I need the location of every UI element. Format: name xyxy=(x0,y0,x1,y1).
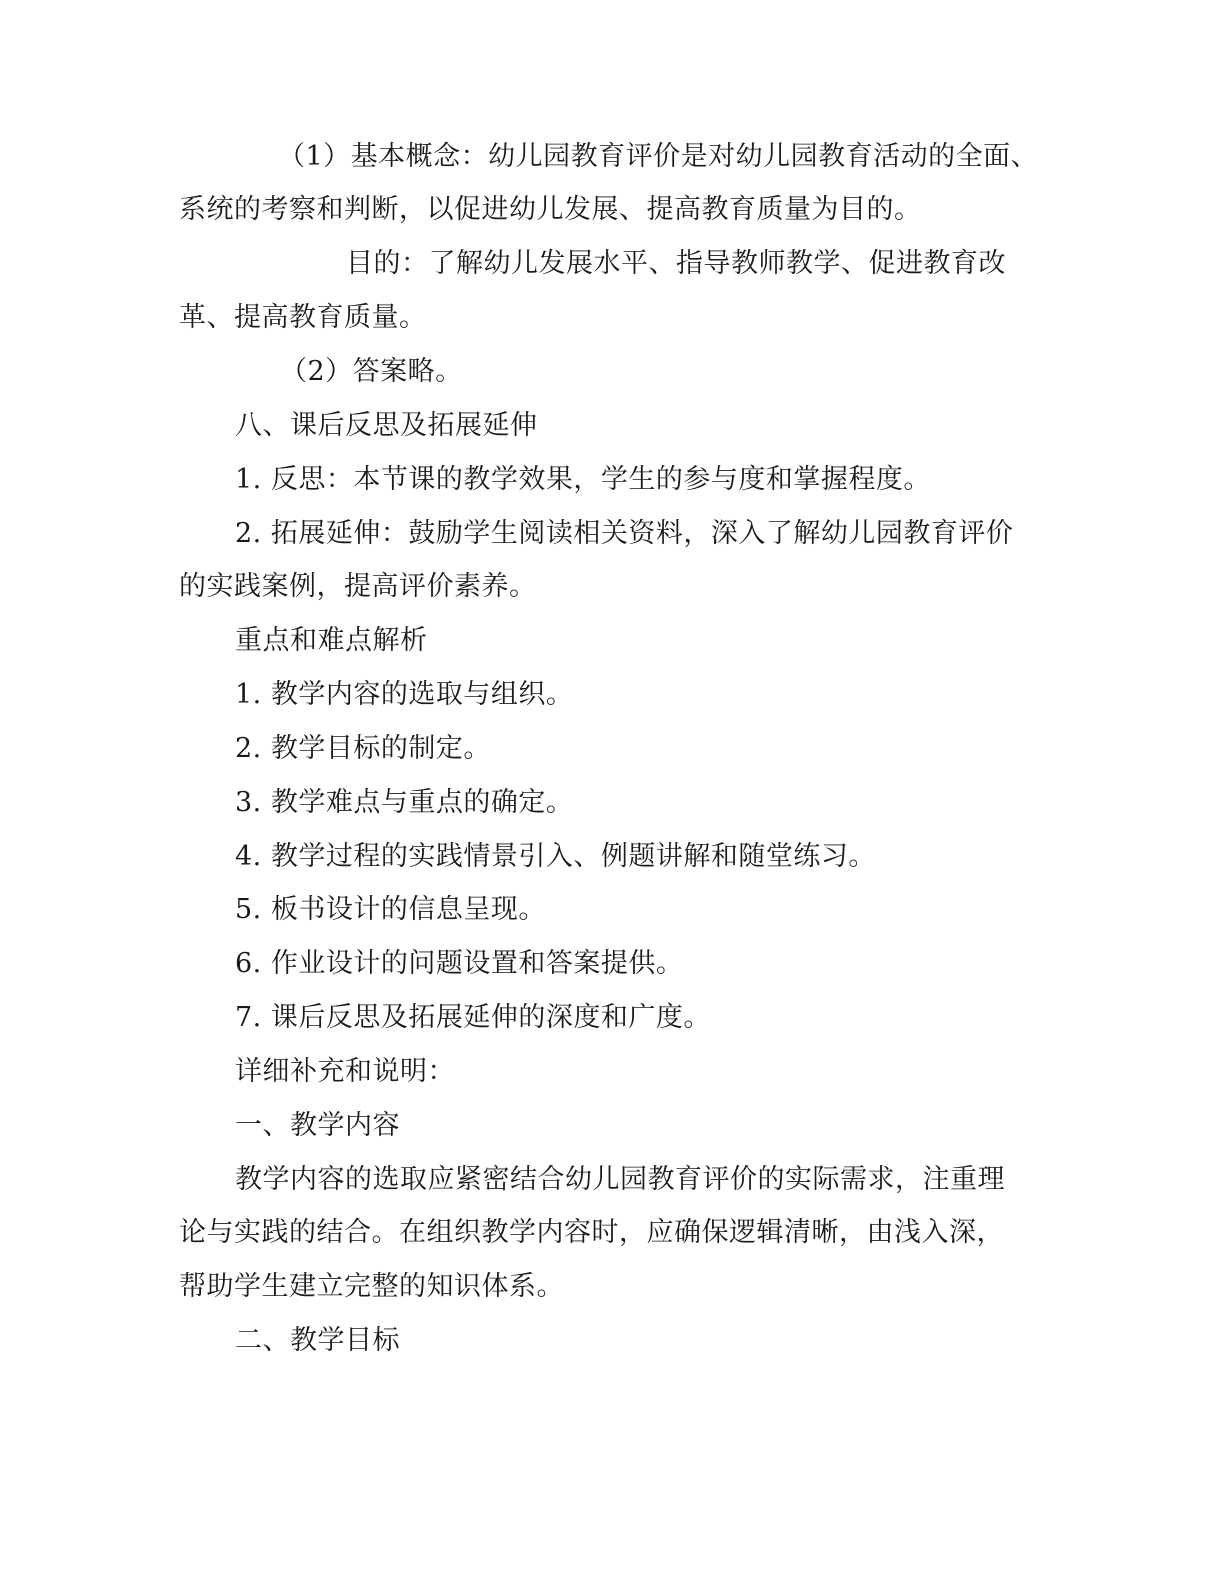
section-heading: 一、教学内容 xyxy=(235,1110,400,1141)
paragraph-line: 论与实践的结合。在组织教学内容时，应确保逻辑清晰，由浅入深， xyxy=(179,1217,1004,1248)
list-item: 6. 作业设计的问题设置和答案提供。 xyxy=(235,948,684,979)
list-item: 7. 课后反思及拓展延伸的深度和广度。 xyxy=(235,1002,711,1033)
paragraph-line: （1）基本概念：幼儿园教育评价是对幼儿园教育活动的全面、 xyxy=(278,141,1039,172)
paragraph-line: 教学内容的选取应紧密结合幼儿园教育评价的实际需求，注重理 xyxy=(235,1164,1005,1195)
list-item: 1. 反思：本节课的教学效果，学生的参与度和掌握程度。 xyxy=(235,464,931,495)
list-item: 3. 教学难点与重点的确定。 xyxy=(235,787,574,818)
list-item: 4. 教学过程的实践情景引入、例题讲解和随堂练习。 xyxy=(235,841,876,872)
paragraph-line: 系统的考察和判断，以促进幼儿发展、提高教育质量为目的。 xyxy=(179,194,922,225)
paragraph-line: 帮助学生建立完整的知识体系。 xyxy=(179,1271,564,1302)
paragraph-line: （2）答案略。 xyxy=(280,356,463,387)
section-heading: 二、教学目标 xyxy=(235,1325,400,1356)
list-item: 2. 拓展延伸：鼓励学生阅读相关资料，深入了解幼儿园教育评价 xyxy=(235,518,1014,549)
paragraph-line: 目的：了解幼儿发展水平、指导教师教学、促进教育改 xyxy=(346,248,1006,279)
section-heading: 重点和难点解析 xyxy=(235,625,428,656)
list-item: 2. 教学目标的制定。 xyxy=(235,733,491,764)
section-heading: 详细补充和说明： xyxy=(235,1056,455,1087)
list-item: 5. 板书设计的信息呈现。 xyxy=(235,894,546,925)
list-item: 1. 教学内容的选取与组织。 xyxy=(235,679,574,710)
section-heading: 八、课后反思及拓展延伸 xyxy=(235,410,538,441)
paragraph-line: 的实践案例，提高评价素养。 xyxy=(179,571,537,602)
paragraph-line: 革、提高教育质量。 xyxy=(179,302,427,333)
